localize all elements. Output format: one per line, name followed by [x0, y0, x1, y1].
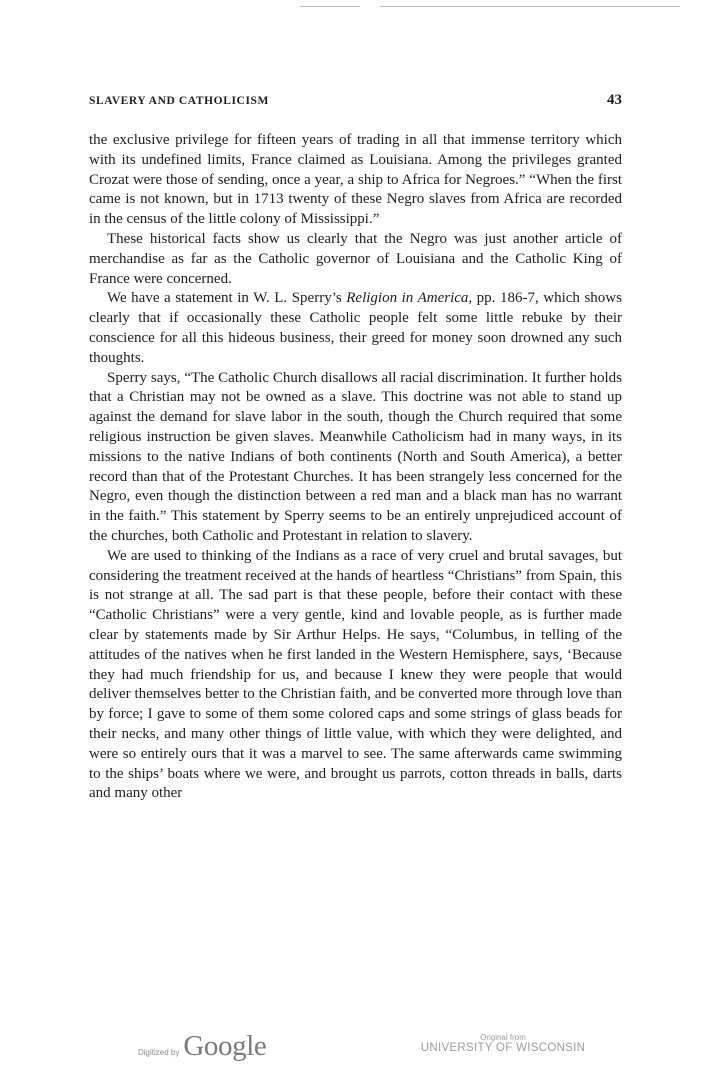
- google-logo: Google: [183, 1030, 267, 1062]
- page-number: 43: [607, 92, 622, 108]
- paragraph-1: the exclusive privilege for fifteen years of trading in all that immense territory which with its undefined limits, France claimed as Louisiana. Among the privileges granted Crozat were those of sending, once a year, a ship to Africa for Negroes.” “When the first came is not known, but in 1713 twenty of these Negro slaves from Africa are recorded in the census of the little colony of Mississippi.”: [89, 132, 622, 228]
- university-label: UNIVERSITY OF WISCONSIN: [420, 1042, 586, 1054]
- paragraph-2: These historical facts show us clearly that the Negro was just another article of merchandise as far as the Catholic governor of Louisiana and the Catholic King of France were concerned.: [89, 230, 622, 287]
- original-source: [418, 1033, 588, 1054]
- paragraph-4: Sperry says, “The Catholic Church disallows all racial discrimination. It further holds that a Christian may not be owned as a slave. This doctrine was not able to stand up against the demand for slave labor in the south, though the Church required that some religious instruction be given slaves. Meanwhile Catholicism had in many ways, in its missions to the native Indians of both continents (North and South America), a better record than that of the Protestant Churches. It has been strangely less concerned for the Negro, even though the distinction between a red man and a black man has no warrant in the faith.” This statement by Sperry seems to be an entirely unprejudiced account of the churches, both Catholic and Protestant in relation to slavery.: [89, 369, 622, 544]
- paragraph-5: We are used to thinking of the Indians as a race of very cruel and brutal savages, but considering the treatment received at the hands of heartless “Christians” from Spain, this is not strange at all. The sad part is that these people, before their contact with these “Catholic Christians” were a very gentle, kind and lovable people, as is further made clear by statements made by Sir Arthur Helps. He says, “Columbus, in telling of the attitudes of the natives when he first landed in the Western Hemisphere, says, ‘Because they had much friendship for us, and because I knew they were people that would deliver themselves better to the Christian faith, and be converted more through love than by force; I gave to some of them some colored caps and some strings of glass beads for their necks, and many other things of little value, with which they were delighted, and were so entirely ours that it was a marvel to see. The same afterwards came swimming to the ships’ boats where we were, and brought us parrots, cotton threads in balls, darts and many other: [89, 547, 622, 802]
- running-head: SLAVERY AND CATHOLICISM: [89, 95, 269, 107]
- page-header: [89, 92, 622, 109]
- original-from-label: Original from: [480, 1033, 526, 1042]
- paragraph-3-lead: We have a statement in W. L. Sperry’s: [107, 290, 347, 307]
- body-text: [89, 131, 622, 804]
- digitized-by-google: [138, 1030, 266, 1063]
- scan-edge-line: [380, 6, 680, 7]
- digitized-by-label: Digitized by: [138, 1048, 180, 1057]
- scan-edge-line: [300, 6, 360, 7]
- paragraph-3-rest: pp. 186-7, which shows clearly that if occasionally these Catholic people felt some little rebuke by their conscience for all this hideous business, their greed for money soon drowned any such thoughts.: [89, 290, 622, 366]
- paragraph-3: [89, 289, 622, 368]
- book-title: Religion in America,: [346, 290, 473, 307]
